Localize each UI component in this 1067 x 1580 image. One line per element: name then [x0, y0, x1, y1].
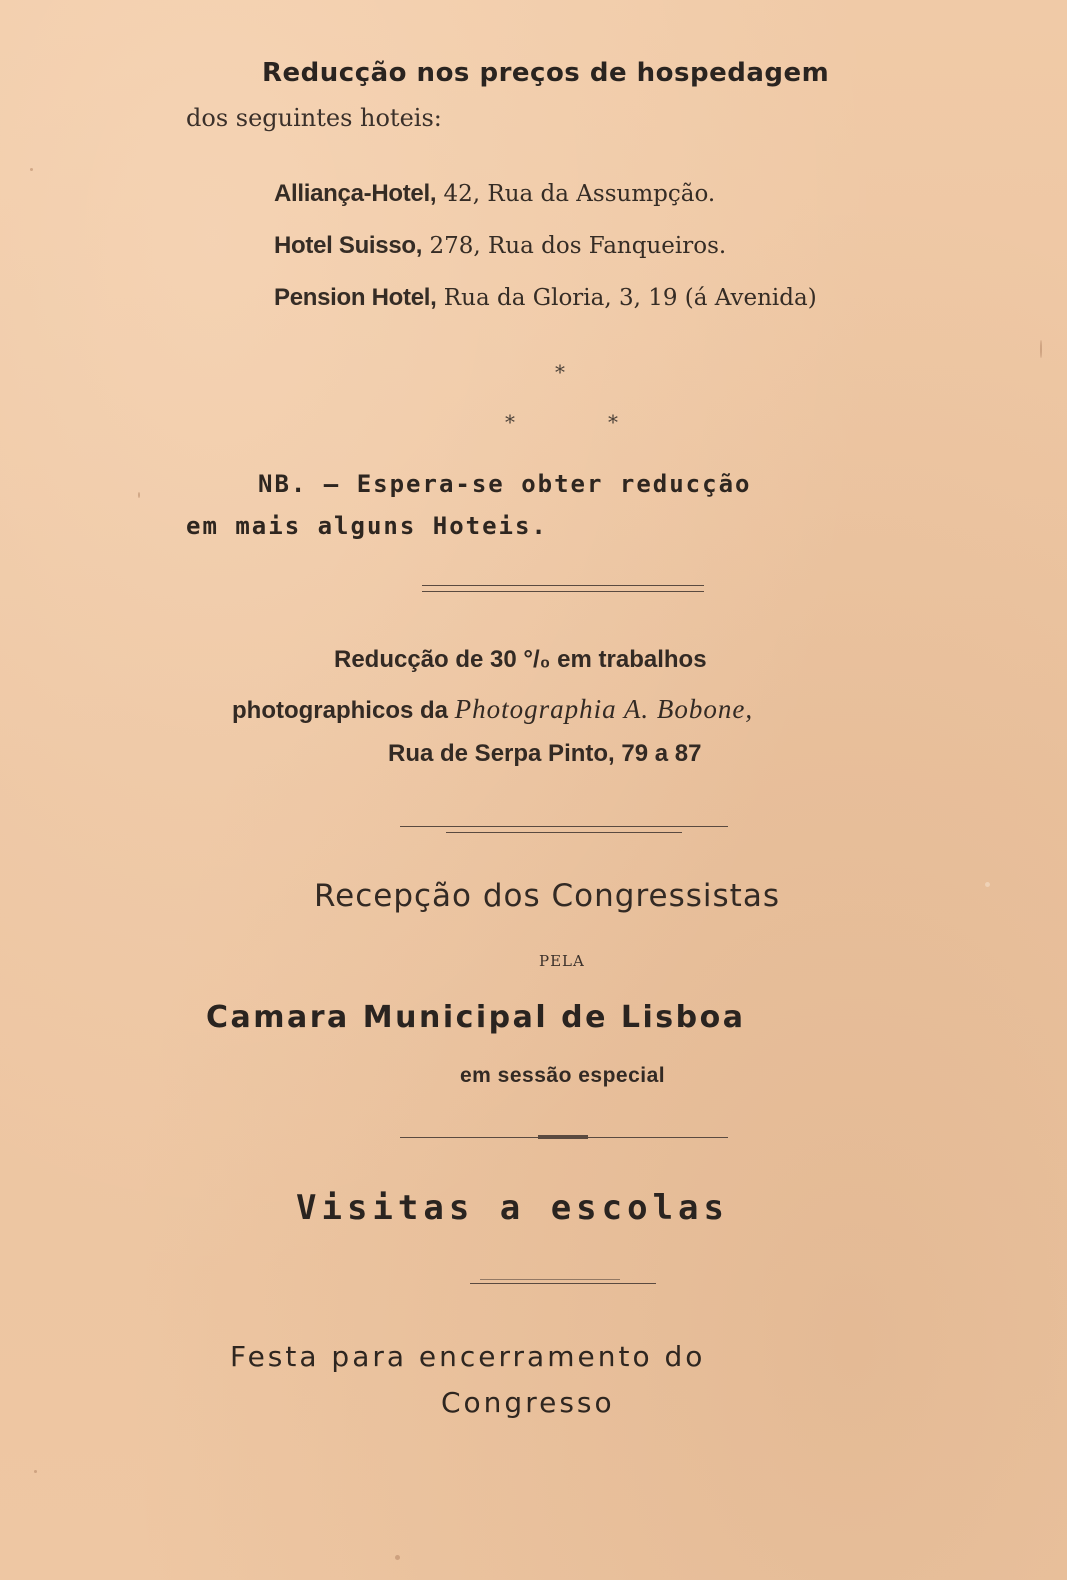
reception-title: Recepção dos Congressistas: [314, 878, 780, 914]
photo-discount-address: Rua de Serpa Pinto, 79 a 87: [388, 740, 702, 767]
asterism-star-top: *: [555, 360, 565, 384]
reception-by: PELA: [539, 952, 585, 970]
reception-session: em sessão especial: [460, 1064, 666, 1087]
hotel-discount-subtitle: dos seguintes hoteis:: [186, 104, 442, 132]
divider-rule: [400, 826, 728, 827]
photo-discount-line1: Reducção de 30 °/₀ em trabalhos: [334, 646, 707, 673]
hotel-entry: [274, 180, 715, 208]
paper-speck: [1040, 340, 1042, 358]
nb-note-line1: NB. — Espera-se obter reducção: [258, 470, 752, 498]
hotel-address: 42, Rua da Assumpção.: [436, 181, 716, 207]
divider-rule: [446, 832, 682, 833]
paper-speck: [138, 492, 140, 498]
divider-rule: [480, 1279, 620, 1280]
hotel-entry: [274, 232, 726, 260]
visits-title: Visitas a escolas: [296, 1188, 729, 1228]
hotel-name: Pension Hotel,: [274, 284, 437, 311]
hotel-address: Rua da Gloria, 3, 19 (á Avenida): [436, 285, 817, 311]
asterism-star-left: *: [505, 410, 515, 434]
paper-speck: [30, 168, 33, 171]
hotel-address: 278, Rua dos Fanqueiros.: [422, 233, 727, 259]
divider-rule: [422, 591, 704, 592]
hotel-discount-title: Reducção nos preços de hospedagem: [262, 58, 830, 88]
closing-line2: Congresso: [441, 1386, 615, 1419]
divider-ornament: [538, 1135, 588, 1139]
paper-speck: [395, 1555, 400, 1560]
divider-rule: [422, 585, 704, 586]
hotel-name: Hotel Suisso,: [274, 232, 423, 259]
closing-line1: Festa para encerramento do: [230, 1340, 706, 1373]
nb-note-line2: em mais alguns Hoteis.: [186, 512, 548, 540]
paper-speck: [34, 1470, 37, 1473]
asterism-star-right: *: [608, 410, 618, 434]
hotel-name: Alliança-Hotel,: [274, 180, 437, 207]
divider-rule: [470, 1283, 656, 1284]
photographer-name: Photographia A. Bobone,: [454, 694, 754, 724]
paper-speck: [985, 882, 990, 887]
photo-discount-prefix: photographicos da: [232, 697, 455, 724]
hotel-entry: [274, 284, 817, 312]
photo-discount-line2: [232, 694, 753, 725]
reception-host: Camara Municipal de Lisboa: [206, 1000, 746, 1035]
